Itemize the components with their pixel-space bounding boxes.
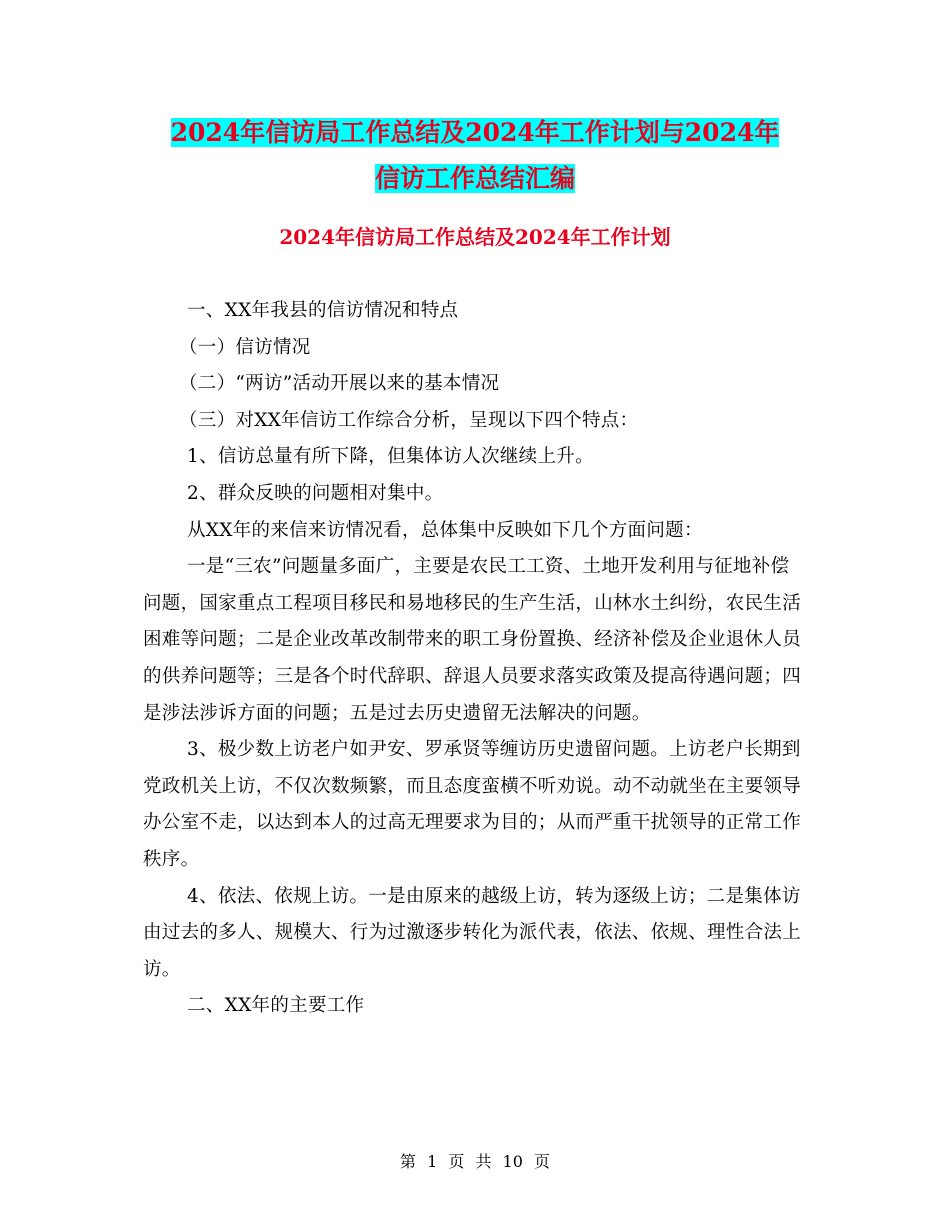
paragraph-intro: 从XX年的来信来访情况看，总体集中反映如下几个方面问题： [187,519,703,541]
subheading-2: （二）“两访”活动开展以来的基本情况 [179,373,500,395]
subheading-1: （一）信访情况 [179,336,311,358]
subheading-3: （三）对XX年信访工作综合分析，呈现以下四个特点： [179,409,639,431]
title-line-1 [0,110,950,156]
section-subtitle: 2024年信访局工作总结及2024年工作计划 [279,225,671,249]
page-footer: 第 1 页 共 10 页 [400,1152,550,1171]
paragraph-issues: 一是“三农”问题量多面广，主要是农民工工资、土地开发利用与征地补偿问题，国家重点工程项目移民和易地移民的生产生活，山林水土纠纷，农民生活困难等问题；二是企业改革改制带来的职工身份置换、经济补偿及企业退休人员的供养问题等；三是各个时代辞职、辞退人员要求落实政策及提高待遇问题；四是涉法涉诉方面的问题；五是过去历史遗留无法解决的问题。 [143,556,802,724]
heading-section-2: 二、XX年的主要工作 [187,995,365,1017]
title-line-2-text: 信访工作总结汇编 [374,164,575,193]
document-title [0,110,950,202]
title-line-2 [0,156,950,202]
point-1: 1、信访总量有所下降，但集体访人次继续上升。 [187,446,594,468]
document-body [143,293,808,1025]
point-2: 2、群众反映的问题相对集中。 [187,482,444,504]
title-line-1-text: 2024年信访局工作总结及2024年工作计划与2024年 [170,118,780,147]
point-3: 3、极少数上访老户如尹安、罗承贤等缠访历史遗留问题。上访老户长期到党政机关上访，不仅次数频繁，而且态度蛮横不听劝说。动不动就坐在主要领导办公室不走，以达到本人的过高无理要求为目的；从而严重干扰领导的正常工作秩序。 [143,739,802,870]
point-4: 4、依法、依规上访。一是由原来的越级上访，转为逐级上访；二是集体访由过去的多人、规模大、行为过激逐步转化为派代表，依法、依规、理性合法上访。 [143,885,802,980]
heading-section-1: 一、XX年我县的信访情况和特点 [187,300,459,321]
